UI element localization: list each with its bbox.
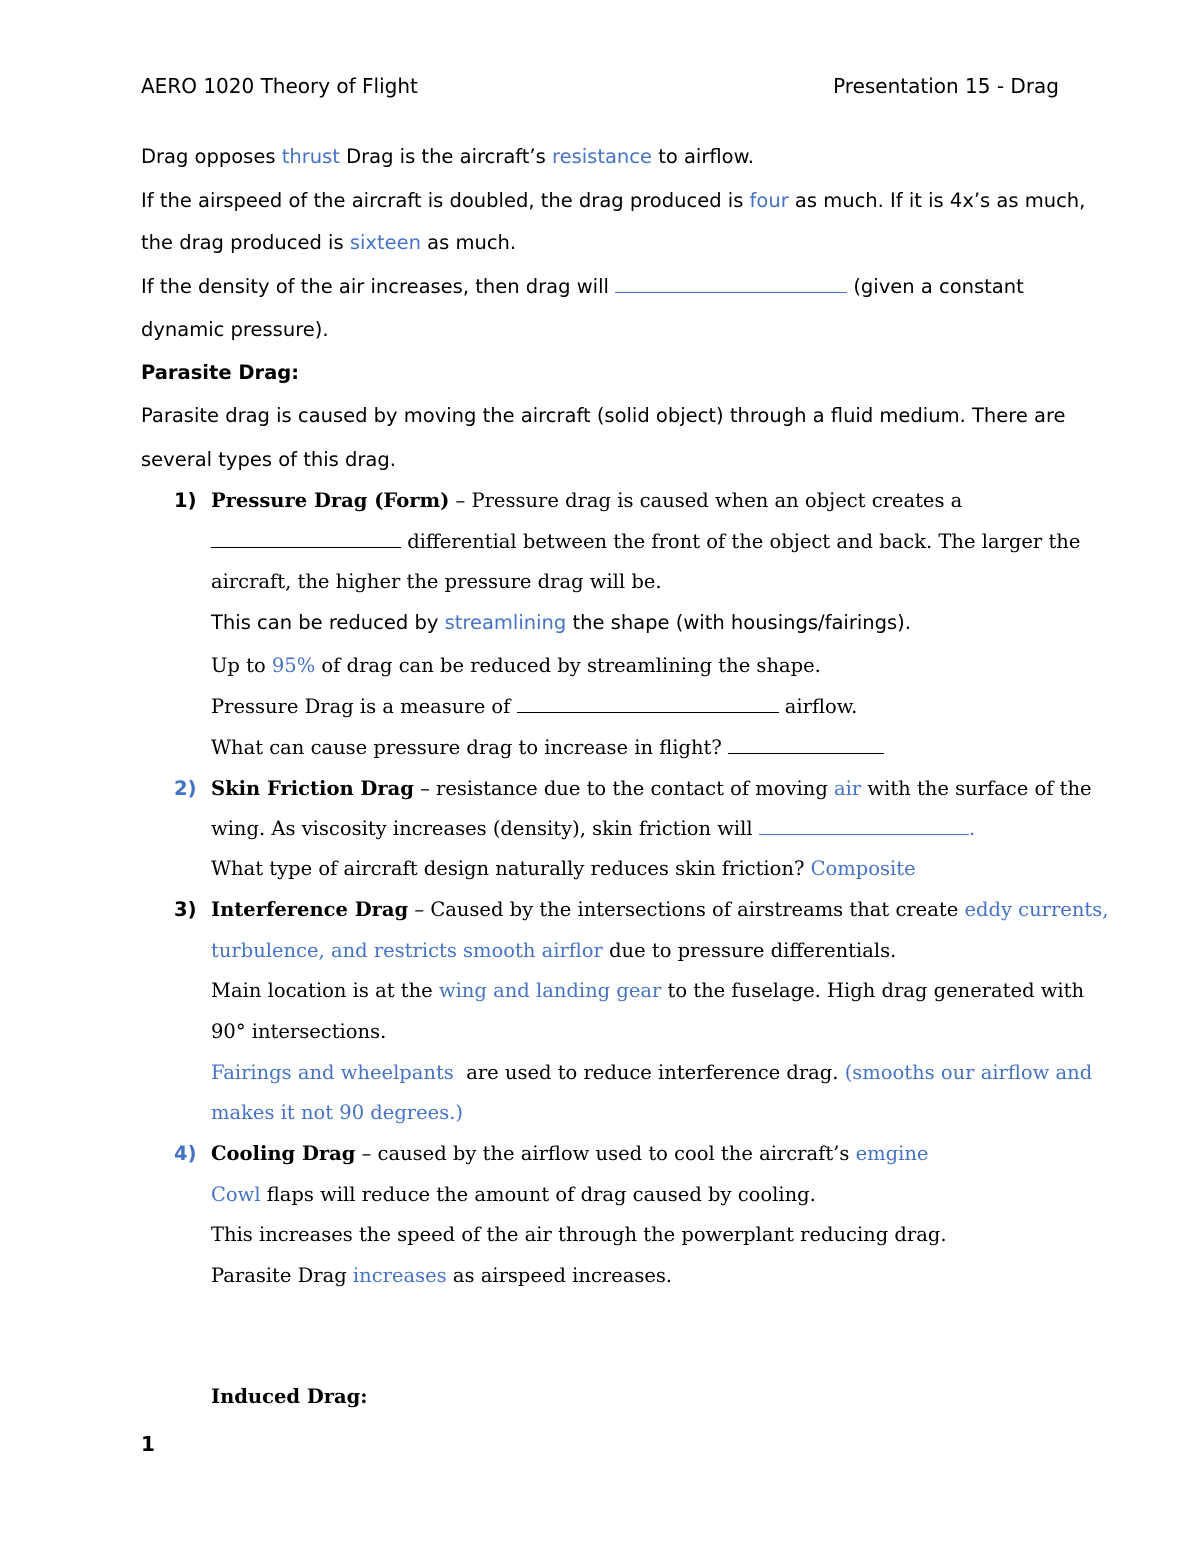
skin-friction-line-2 — [211, 817, 975, 840]
answer-resistance: resistance — [552, 145, 652, 168]
header-right-presentation-title: Presentation 15 - Drag — [833, 74, 1059, 98]
answer-fairings: Fairings and wheelpants — [211, 1061, 454, 1084]
intro-text: the drag produced is — [141, 231, 350, 254]
item-text: the shape (with housings/fairings). — [566, 611, 911, 634]
pressure-drag-title: Pressure Drag (Form) — [211, 489, 450, 512]
answer-engine: emgine — [855, 1142, 929, 1165]
fill-in-blank-pressure-differential[interactable] — [211, 533, 401, 548]
fill-in-blank-skin-friction[interactable] — [759, 820, 969, 835]
item-text: What can cause pressure drag to increase in flight? — [211, 736, 728, 759]
answer-increases: increases — [352, 1264, 447, 1287]
list-number-4: 4) — [174, 1142, 197, 1165]
item-text: . — [968, 817, 976, 840]
intro-line-1 — [141, 145, 754, 168]
header-left-course-title: AERO 1020 Theory of Flight — [141, 74, 418, 98]
intro-line-5: dynamic pressure). — [141, 318, 329, 341]
item-text: flaps will reduce the amount of drag caused by cooling. — [260, 1183, 816, 1206]
answer-streamlining: streamlining — [444, 611, 567, 634]
interference-line-5 — [211, 1061, 1092, 1084]
cooling-line-2 — [211, 1183, 816, 1206]
interference-line-6: makes it not 90 degrees.) — [211, 1101, 464, 1124]
answer-composite: Composite — [810, 857, 916, 880]
intro-text: If the airspeed of the aircraft is doubled, the drag produced is — [141, 189, 750, 212]
cooling-line-3: This increases the speed of the air through the powerplant reducing drag. — [211, 1223, 947, 1246]
interference-line-2 — [211, 939, 896, 962]
fill-in-blank-density[interactable] — [615, 278, 847, 293]
interference-drag-title: Interference Drag — [211, 898, 409, 921]
pressure-drag-line-1 — [211, 489, 962, 512]
item-text: wing. As viscosity increases (density), skin friction will — [211, 817, 759, 840]
item-text: of drag can be reduced by streamlining the shape. — [315, 654, 821, 677]
pressure-drag-line-7 — [211, 736, 884, 759]
pressure-drag-line-3: aircraft, the higher the pressure drag will be. — [211, 570, 662, 593]
list-number-3: 3) — [174, 898, 197, 921]
interference-line-4: 90° intersections. — [211, 1020, 387, 1043]
answer-thrust: thrust — [281, 145, 340, 168]
item-text: as airspeed increases. — [446, 1264, 673, 1287]
answer-smooths-airflow: (smooths our airflow and — [844, 1061, 1093, 1084]
pressure-drag-line-4 — [211, 611, 911, 634]
intro-line-4 — [141, 275, 1024, 298]
answer-four: four — [749, 189, 789, 212]
cooling-drag-title: Cooling Drag — [211, 1142, 356, 1165]
intro-line-3 — [141, 231, 516, 254]
intro-text: as much. — [420, 231, 517, 254]
item-text: Up to — [211, 654, 272, 677]
intro-text: (given a constant — [847, 275, 1024, 298]
page-number: 1 — [141, 1432, 155, 1456]
answer-eddy-currents: eddy currents, — [964, 898, 1109, 921]
fill-in-blank-airflow[interactable] — [517, 698, 779, 713]
item-text: Pressure Drag is a measure of — [211, 695, 517, 718]
item-text: are used to reduce interference drag. — [453, 1061, 845, 1084]
intro-text: Drag is the aircraft’s — [339, 145, 552, 168]
intro-text: If the density of the air increases, then drag will — [141, 275, 616, 298]
item-text: to the fuselage. High drag generated with — [661, 979, 1085, 1002]
item-text: Parasite Drag — [211, 1264, 353, 1287]
skin-friction-line-1 — [211, 777, 1092, 800]
fill-in-blank-pressure-increase[interactable] — [728, 739, 884, 754]
item-text: What type of aircraft design naturally reduces skin friction? — [211, 857, 811, 880]
parasite-paragraph-line-2: several types of this drag. — [141, 448, 396, 471]
parasite-paragraph-line-1: Parasite drag is caused by moving the aircraft (solid object) through a fluid medium. There are — [141, 404, 1066, 427]
pressure-drag-line-2 — [211, 530, 1080, 553]
parasite-drag-heading: Parasite Drag: — [141, 361, 300, 384]
item-text: – Pressure drag is caused when an object creates a — [449, 489, 963, 512]
induced-drag-heading: Induced Drag: — [211, 1385, 368, 1408]
item-text: – caused by the airflow used to cool the aircraft’s — [355, 1142, 856, 1165]
item-text: due to pressure differentials. — [602, 939, 897, 962]
list-number-2: 2) — [174, 777, 197, 800]
answer-95-percent: 95% — [271, 654, 316, 677]
intro-text: to airflow. — [652, 145, 754, 168]
intro-line-2 — [141, 189, 1085, 212]
skin-friction-title: Skin Friction Drag — [211, 777, 414, 800]
pressure-drag-line-5 — [211, 654, 821, 677]
item-text: – Caused by the intersections of airstreams that create — [408, 898, 965, 921]
cooling-line-1 — [211, 1142, 928, 1165]
item-text: Main location is at the — [211, 979, 439, 1002]
intro-text: Drag opposes — [141, 145, 282, 168]
answer-sixteen: sixteen — [349, 231, 421, 254]
answer-turbulence: turbulence, and restricts smooth airflor — [211, 939, 603, 962]
item-text: airflow. — [778, 695, 858, 718]
cooling-line-4 — [211, 1264, 672, 1287]
list-number-1: 1) — [174, 489, 197, 512]
answer-wing-landing-gear: wing and landing gear — [438, 979, 662, 1002]
pressure-drag-line-6 — [211, 695, 857, 718]
answer-cowl: Cowl — [211, 1183, 261, 1206]
item-text: with the surface of the — [861, 777, 1092, 800]
intro-text: as much. If it is 4x’s as much, — [788, 189, 1086, 212]
item-text: – resistance due to the contact of moving — [413, 777, 835, 800]
interference-line-1 — [211, 898, 1108, 921]
answer-air: air — [834, 777, 862, 800]
item-text: This can be reduced by — [211, 611, 445, 634]
item-text: differential between the front of the object and back. The larger the — [401, 530, 1081, 553]
interference-line-3 — [211, 979, 1084, 1002]
skin-friction-line-3 — [211, 857, 916, 880]
